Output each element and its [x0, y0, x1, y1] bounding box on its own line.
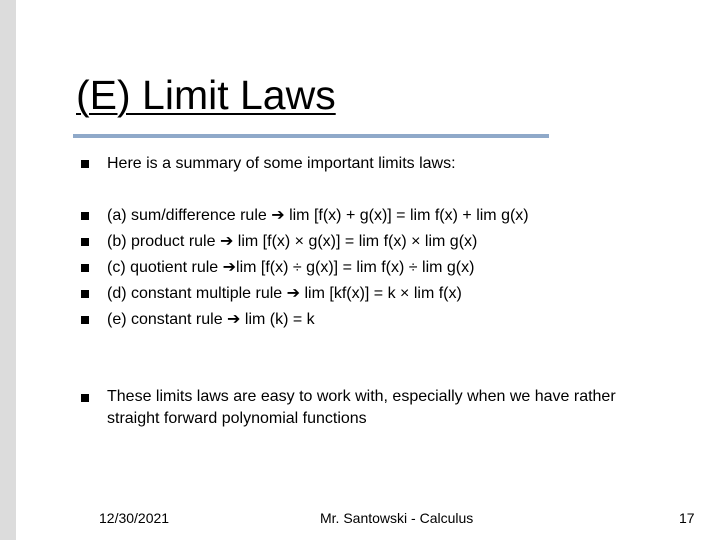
rule-constant-multiple: (d) constant multiple rule ➔ lim [kf(x)] = k × lim f(x) — [107, 285, 462, 302]
bullet-square-icon — [81, 160, 89, 168]
bullet-square-icon — [81, 212, 89, 220]
conclusion-line-1: These limits laws are easy to work with, especially when we have rather — [107, 388, 616, 405]
bullet-square-icon — [81, 394, 89, 402]
rule-constant: (e) constant rule ➔ lim (k) = k — [107, 311, 315, 328]
left-accent-bar — [0, 0, 16, 540]
title-underline-rule — [73, 134, 549, 138]
footer-page-number: 17 — [679, 510, 695, 526]
bullet-square-icon — [81, 316, 89, 324]
bullet-square-icon — [81, 238, 89, 246]
bullet-square-icon — [81, 290, 89, 298]
rule-product: (b) product rule ➔ lim [f(x) × g(x)] = lim f(x) × lim g(x) — [107, 233, 478, 250]
slide-title: (E) Limit Laws — [76, 72, 336, 118]
bullet-square-icon — [81, 264, 89, 272]
footer-date: 12/30/2021 — [99, 510, 170, 526]
rule-sum-difference: (a) sum/difference rule ➔ lim [f(x) + g(x)] = lim f(x) + lim g(x) — [107, 207, 529, 224]
intro-text: Here is a summary of some important limits laws: — [107, 155, 456, 172]
rule-quotient: (c) quotient rule ➔lim [f(x) ÷ g(x)] = lim f(x) ÷ lim g(x) — [107, 259, 475, 276]
conclusion-line-2: straight forward polynomial functions — [107, 410, 367, 427]
footer-author: Mr. Santowski - Calculus — [320, 510, 474, 526]
